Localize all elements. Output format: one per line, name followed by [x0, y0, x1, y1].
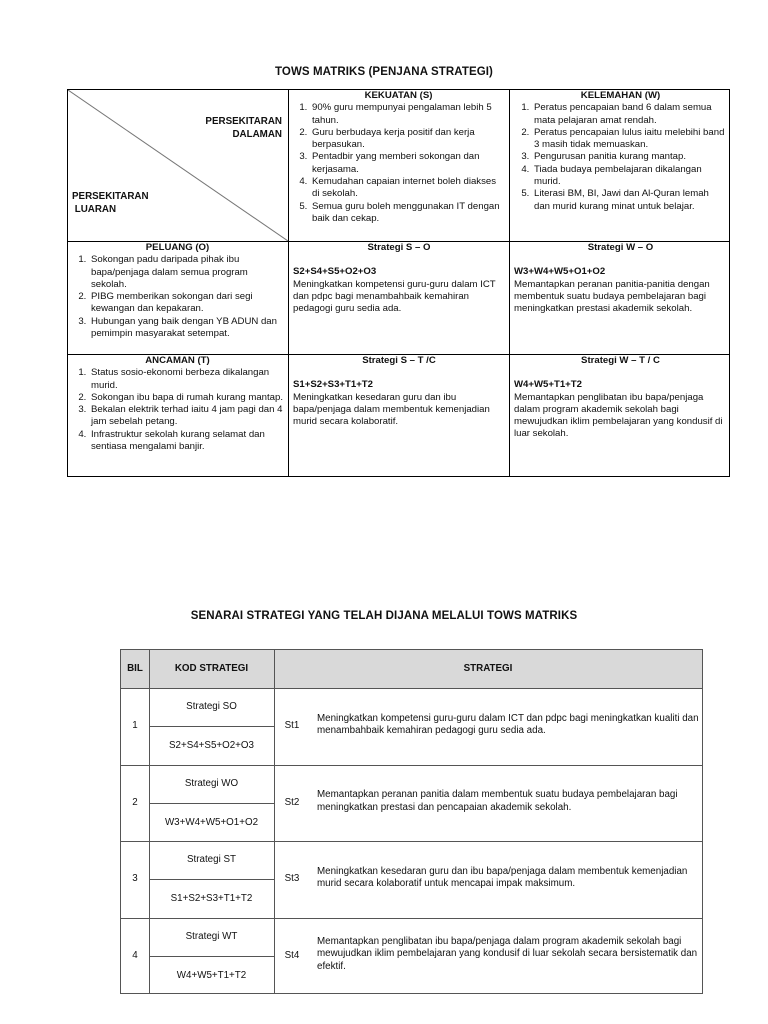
row-strategy-code: S2+S4+S5+O2+O3 — [169, 740, 254, 752]
table-header — [121, 650, 702, 689]
list-title: SENARAI STRATEGI YANG TELAH DIJANA MELALUI TOWS MATRIKS — [190, 610, 578, 622]
corner-cell — [68, 90, 288, 241]
row-strategy-name: Strategi SO — [186, 701, 237, 713]
st-strategy-cell — [289, 355, 509, 477]
strengths-cell — [289, 90, 509, 241]
internal-env-label — [205, 116, 282, 141]
list-item: 5. Literasi BM, BI, Jawi dan Al-Quran lemah dan murid kurang minat untuk belajar. — [532, 188, 727, 213]
row-strategy-code: W4+W5+T1+T2 — [176, 969, 247, 981]
weaknesses-heading: KELEMAHAN (W) — [580, 90, 661, 101]
st-heading: Strategi S – T /C — [362, 355, 436, 366]
list-item: 4. Kemudahan capaian internet boleh diakses di sekolah. — [310, 176, 505, 201]
list-item: 4. Infrastruktur sekolah kurang selamat dan sentiasa mengalami banjir. — [89, 429, 284, 454]
row-strategy-text: Meningkatkan kompetensi guru-guru dalam ICT dan pdpc bagi meningkatkan kualiti dan menambahbaik kemahiran pedagogi guru sedia ada. — [317, 712, 699, 737]
divider — [149, 956, 274, 957]
list-item: 2. Guru berbudaya kerja positif dan kerja berpasukan. — [310, 127, 505, 152]
divider — [149, 879, 274, 880]
row-st-code: St4 — [284, 949, 300, 961]
row-strategy-code: S1+S2+S3+T1+T2 — [170, 893, 253, 905]
weaknesses-cell — [510, 90, 731, 241]
row-strategy-name: Strategi ST — [186, 854, 236, 866]
wo-strategy-cell — [510, 242, 731, 354]
so-text: Meningkatkan kompetensi guru-guru dalam ICT dan pdpc bagi menambahbaik kemahiran pedagogi guru sedia ada. — [293, 278, 496, 315]
list-item: 3. Bekalan elektrik terhad iaitu 4 jam pagi dan 4 jam sebelah petang. — [89, 404, 284, 429]
divider — [149, 726, 274, 727]
label-line: DALAMAN — [232, 128, 282, 140]
wo-code: W3+W4+W5+O1+O2 — [514, 266, 606, 278]
diagonal-line — [68, 90, 288, 241]
wo-text: Memantapkan peranan panitia-panitia dengan membentuk suatu budaya pembelajaran bagi meningkatkan prestasi akademik sekolah. — [514, 278, 710, 315]
row-st-code: St1 — [284, 720, 300, 732]
list-item: 1. Status sosio-ekonomi berbeza dikalangan murid. — [89, 367, 284, 392]
st-text: Meningkatkan kesedaran guru dan ibu bapa/penjaga dalam membentuk kemenjadian murid secara kolaboratif. — [293, 391, 490, 428]
list-item: 2. PIBG memberikan sokongan dari segi kewangan dan kepakaran. — [89, 291, 284, 316]
strategy-table — [120, 649, 703, 994]
list-item: 4. Tiada budaya pembelajaran dikalangan murid. — [532, 164, 727, 189]
wt-code: W4+W5+T1+T2 — [514, 379, 582, 391]
matrix-title: TOWS MATRIKS (PENJANA STRATEGI) — [275, 66, 493, 78]
row-strategy-code: W3+W4+W5+O1+O2 — [164, 816, 259, 828]
wo-heading: Strategi W – O — [587, 242, 654, 253]
list-item: 1. Peratus pencapaian band 6 dalam semua mata pelajaran amat rendah. — [532, 102, 727, 127]
label-line: PERSEKITARAN — [205, 116, 282, 127]
strengths-list — [292, 102, 505, 225]
header-strategi: STRATEGI — [463, 663, 513, 674]
weaknesses-list — [514, 102, 727, 213]
opportunities-cell — [68, 242, 288, 354]
row-strategy-text: Meningkatkan kesedaran guru dan ibu bapa/penjaga dalam membentuk kemenjadian murid secara kolaboratif untuk mencapai impak maksimum. — [317, 865, 688, 890]
row-strategy-text: Memantapkan penglibatan ibu bapa/penjaga dalam program akademik sekolah bagi mewujudkan iklim pembelajaran yang kondusif di luar sekolah secara bersistematik dan efektif. — [317, 935, 698, 972]
threats-cell — [68, 355, 288, 477]
label-line: LUARAN — [72, 204, 117, 215]
list-item: 3. Pentadbir yang memberi sokongan dan kerjasama. — [310, 151, 505, 176]
header-bil: BIL — [127, 663, 143, 674]
list-item: 2. Peratus pencapaian lulus iaitu melebihi band 3 masih tidak memuaskan. — [532, 127, 727, 152]
wt-heading: Strategi W – T / C — [581, 355, 660, 366]
threats-heading: ANCAMAN (T) — [145, 355, 210, 366]
row-strategy-text: Memantapkan peranan panitia dalam membentuk suatu budaya pembelajaran bagi meningkatkan prestasi dan pencapaian akademik sekolah. — [317, 789, 678, 813]
row-st-code: St2 — [284, 796, 300, 808]
list-item: 1. Sokongan padu daripada pihak ibu bapa/penjaga dalam semua program sekolah. — [89, 254, 284, 291]
row-bil: 2 — [132, 796, 138, 808]
so-code: S2+S4+S5+O2+O3 — [293, 266, 377, 278]
list-item: 5. Semua guru boleh menggunakan IT dengan baik dan cekap. — [310, 201, 505, 226]
opportunities-heading: PELUANG (O) — [145, 242, 210, 253]
row-strategy-name: Strategi WT — [185, 930, 238, 942]
row-st-code: St3 — [284, 873, 300, 885]
list-item: 3. Hubungan yang baik dengan YB ADUN dan pemimpin masyarakat setempat. — [89, 316, 284, 341]
wt-text: Memantapkan penglibatan ibu bapa/penjaga dalam program akademik sekolah bagi mewujudkan iklim pembelajaran yang kondusif di luar sekolah. — [514, 391, 723, 440]
so-strategy-cell — [289, 242, 509, 354]
list-item: 3. Pengurusan panitia kurang mantap. — [532, 151, 727, 163]
strengths-heading: KEKUATAN (S) — [364, 90, 433, 101]
header-kod: KOD STRATEGI — [174, 663, 249, 674]
so-heading: Strategi S – O — [367, 242, 431, 253]
threats-list — [71, 367, 284, 453]
tows-matrix — [67, 89, 730, 477]
row-bil: 4 — [132, 949, 138, 961]
wt-strategy-cell — [510, 355, 731, 477]
opportunities-list — [71, 254, 284, 340]
row-strategy-name: Strategi WO — [184, 777, 239, 789]
label-line: PERSEKITARAN — [72, 191, 149, 202]
list-item: 2. Sokongan ibu bapa di rumah kurang mantap. — [89, 392, 284, 404]
row-bil: 3 — [132, 873, 138, 885]
st-code: S1+S2+S3+T1+T2 — [293, 379, 374, 391]
divider — [149, 803, 274, 804]
external-env-label — [72, 190, 149, 216]
row-bil: 1 — [132, 720, 138, 732]
list-item: 1. 90% guru mempunyai pengalaman lebih 5 tahun. — [310, 102, 505, 127]
